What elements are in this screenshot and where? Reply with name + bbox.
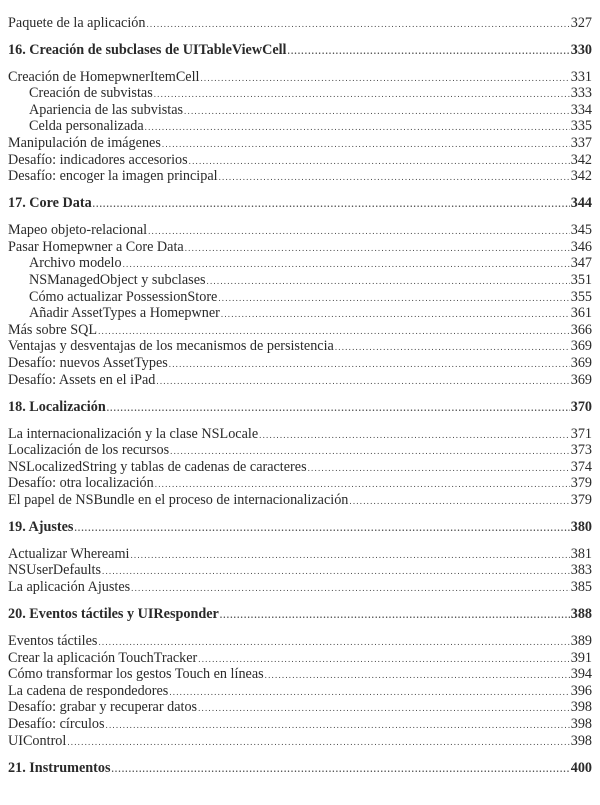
- toc-page-number: 342: [570, 151, 592, 168]
- toc-title: Celda personalizada: [29, 118, 144, 135]
- toc-title: Actualizar Whereami: [8, 545, 130, 562]
- toc-title: Ventajas y desventajas de los mecanismos de persistencia: [8, 338, 334, 355]
- dot-leader: [93, 196, 570, 213]
- toc-entry: [8, 222, 592, 239]
- toc-page-number: 369: [570, 354, 592, 371]
- dot-leader: [265, 667, 570, 684]
- toc-page-number: 379: [570, 475, 592, 492]
- toc-page-number: 398: [570, 715, 592, 732]
- toc-page-number: 383: [570, 562, 592, 579]
- toc-entry: [8, 152, 592, 169]
- toc-page-number: 347: [570, 255, 592, 272]
- toc-subentry: [8, 255, 592, 272]
- toc-entry: [8, 716, 592, 733]
- toc-title: Creación de subvistas: [29, 85, 153, 102]
- toc-page-number: 330: [570, 41, 592, 58]
- toc-page-number: 398: [570, 732, 592, 749]
- toc-title: La aplicación Ajustes: [8, 579, 131, 596]
- dot-leader: [107, 400, 570, 417]
- toc-page-number: 366: [570, 321, 592, 338]
- toc-entry: [8, 650, 592, 667]
- toc-title: Desafío: círculos: [8, 715, 105, 732]
- dot-leader: [198, 651, 569, 668]
- toc-title: NSUserDefaults: [8, 562, 101, 579]
- toc-title: Desafío: Assets en el iPad: [8, 371, 156, 388]
- toc-page-number: 374: [570, 458, 592, 475]
- dot-leader: [156, 373, 569, 390]
- toc-page-number: 394: [570, 666, 592, 683]
- toc-subentry: [8, 289, 592, 306]
- toc-title: Desafío: grabar y recuperar datos: [8, 699, 198, 716]
- dot-leader: [219, 169, 570, 186]
- toc-entry: [8, 338, 592, 355]
- dot-leader: [102, 563, 570, 580]
- toc-subentry: [8, 102, 592, 119]
- dot-leader: [184, 103, 570, 120]
- toc-title: La cadena de respondedores: [8, 682, 169, 699]
- toc-chapter-heading: [8, 760, 592, 777]
- toc-page-number: 344: [570, 195, 592, 212]
- toc-title: UIControl: [8, 732, 67, 749]
- toc-entry: [8, 322, 592, 339]
- toc-title: 17. Core Data: [8, 195, 92, 212]
- dot-leader: [74, 520, 569, 537]
- dot-leader: [154, 86, 570, 103]
- toc-page-number: 342: [570, 168, 592, 185]
- toc-title: Manipulación de imágenes: [8, 135, 161, 152]
- toc-title: Más sobre SQL: [8, 321, 98, 338]
- toc-entry: [8, 666, 592, 683]
- toc-page-number: 327: [570, 14, 592, 31]
- toc-entry: [8, 459, 592, 476]
- toc-chapter-heading: [8, 399, 592, 416]
- toc-entry: [8, 15, 592, 32]
- dot-leader: [170, 443, 570, 460]
- toc-page-number: 335: [570, 118, 592, 135]
- toc-title: Creación de HomepwnerItemCell: [8, 68, 200, 85]
- toc-page-number: 370: [570, 398, 592, 415]
- dot-leader: [148, 223, 570, 240]
- toc-title: 18. Localización: [8, 398, 106, 415]
- toc-chapter-heading: [8, 42, 592, 59]
- toc-page-number: 398: [570, 699, 592, 716]
- toc-entry: [8, 475, 592, 492]
- toc-title: 19. Ajustes: [8, 518, 74, 535]
- toc-page-number: 355: [570, 288, 592, 305]
- toc-page-number: 331: [570, 68, 592, 85]
- dot-leader: [169, 356, 570, 373]
- dot-leader: [220, 607, 570, 624]
- toc-title: Cómo transformar los gestos Touch en líneas: [8, 666, 264, 683]
- dot-leader: [67, 734, 569, 751]
- toc-entry: [8, 239, 592, 256]
- toc-title: NSManagedObject y subclases: [29, 271, 206, 288]
- toc-title: Localización de los recursos: [8, 442, 170, 459]
- dot-leader: [198, 700, 570, 717]
- dot-leader: [130, 547, 569, 564]
- toc-entry: [8, 69, 592, 86]
- toc-page-number: 351: [570, 271, 592, 288]
- toc-entry: [8, 633, 592, 650]
- dot-leader: [200, 70, 569, 87]
- toc-entry: [8, 733, 592, 750]
- toc-title: Desafío: otra localización: [8, 475, 154, 492]
- toc-entry: [8, 372, 592, 389]
- dot-leader: [185, 240, 570, 257]
- toc-page-number: 381: [570, 545, 592, 562]
- toc-entry: [8, 546, 592, 563]
- toc-page-number: 369: [570, 371, 592, 388]
- toc-title: Añadir AssetTypes a Homepwner: [29, 305, 220, 322]
- toc-entry: [8, 683, 592, 700]
- toc-title: La internacionalización y la clase NSLocale: [8, 425, 259, 442]
- toc-title: Apariencia de las subvistas: [29, 101, 184, 118]
- dot-leader: [288, 43, 570, 60]
- toc-title: Paquete de la aplicación: [8, 14, 146, 31]
- toc-chapter-heading: [8, 606, 592, 623]
- toc-page-number: 334: [570, 101, 592, 118]
- toc-title: 20. Eventos táctiles y UIResponder: [8, 606, 219, 623]
- toc-page-number: 333: [570, 85, 592, 102]
- toc-page-number: 388: [570, 606, 592, 623]
- toc-entry: [8, 426, 592, 443]
- toc-title: Desafío: encoger la imagen principal: [8, 168, 218, 185]
- dot-leader: [123, 256, 570, 273]
- toc-title: 21. Instrumentos: [8, 759, 111, 776]
- dot-leader: [218, 290, 569, 307]
- toc-title: Cómo actualizar PossessionStore: [29, 288, 218, 305]
- toc-title: Desafío: nuevos AssetTypes: [8, 354, 168, 371]
- toc-entry: [8, 579, 592, 596]
- toc-title: NSLocalizedString y tablas de cadenas de caracteres: [8, 458, 307, 475]
- toc-title: Mapeo objeto-relacional: [8, 222, 148, 239]
- toc-page-number: 361: [570, 305, 592, 322]
- toc-entry: [8, 442, 592, 459]
- toc-title: 16. Creación de subclases de UITableViewCell: [8, 41, 287, 58]
- dot-leader: [308, 460, 570, 477]
- toc-subentry: [8, 85, 592, 102]
- toc-entry: [8, 699, 592, 716]
- toc-page-number: 379: [570, 491, 592, 508]
- toc-subentry: [8, 305, 592, 322]
- dot-leader: [221, 306, 570, 323]
- toc-title: El papel de NSBundle en el proceso de internacionalización: [8, 491, 349, 508]
- toc-chapter-heading: [8, 519, 592, 536]
- toc-title: Archivo modelo: [29, 255, 122, 272]
- toc-title: Desafío: indicadores accesorios: [8, 151, 188, 168]
- toc-page-number: 389: [570, 633, 592, 649]
- dot-leader: [98, 323, 570, 340]
- dot-leader: [131, 580, 570, 597]
- toc-entry: [8, 562, 592, 579]
- dot-leader: [169, 684, 569, 701]
- dot-leader: [111, 761, 569, 778]
- toc-entry: [8, 355, 592, 372]
- toc-chapter-heading: [8, 195, 592, 212]
- toc-page-number: 371: [570, 425, 592, 442]
- dot-leader: [98, 634, 569, 651]
- toc-page-number: 337: [570, 135, 592, 152]
- dot-leader: [207, 273, 570, 290]
- toc-page-number: 391: [570, 649, 592, 666]
- dot-leader: [145, 119, 570, 136]
- toc-subentry: [8, 118, 592, 135]
- toc-title: Pasar Homepwner a Core Data: [8, 238, 184, 255]
- toc-page-number: 346: [570, 238, 592, 255]
- toc-page-number: 380: [570, 518, 592, 535]
- toc-page-number: 373: [570, 442, 592, 459]
- dot-leader: [106, 717, 570, 734]
- dot-leader: [155, 476, 570, 493]
- toc-entry: [8, 492, 592, 509]
- dot-leader: [146, 16, 569, 33]
- toc-page-number: 345: [570, 222, 592, 239]
- dot-leader: [189, 153, 570, 170]
- toc-title: Eventos táctiles: [8, 633, 98, 649]
- toc-title: Crear la aplicación TouchTracker: [8, 649, 198, 666]
- dot-leader: [349, 493, 569, 510]
- toc-page-number: 385: [570, 579, 592, 596]
- dot-leader: [162, 136, 570, 153]
- toc-page-number: 369: [570, 338, 592, 355]
- toc-subentry: [8, 272, 592, 289]
- toc-page-number: 396: [570, 682, 592, 699]
- dot-leader: [335, 339, 570, 356]
- dot-leader: [259, 427, 570, 444]
- toc-entry: [8, 168, 592, 185]
- toc-entry: [8, 135, 592, 152]
- toc-page-number: 400: [570, 759, 592, 776]
